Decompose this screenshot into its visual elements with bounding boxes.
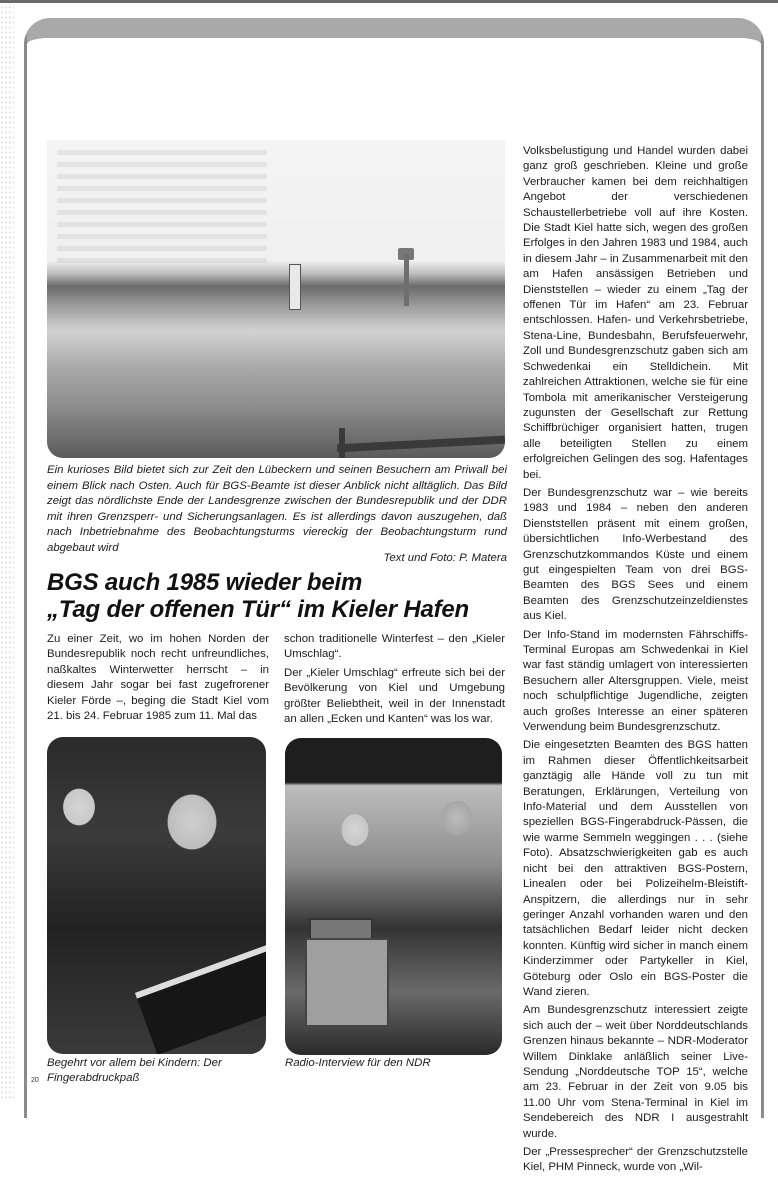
article-column-3 <box>523 144 748 1179</box>
headline-line-2: „Tag der offenen Tür“ im Kieler Hafen <box>47 596 470 623</box>
border-watchtower-photo <box>47 140 505 458</box>
paragraph: Am Bundesgrenzschutz interessiert zeigte sich auch der – weit über Norddeutschlands Grenzen hinaus bekannte – NDR-Moderator Willem Dinklake anläßlich seiner Live-Sendung „Norddeutsche TOP 15“, welche am 23. Februar in der Zeit von 9.05 bis 11.00 Uhr vom Stena-Terminal in Kiel im Sendebereich des NDR I ausgestrahlt wurde. <box>523 1004 748 1140</box>
photo-credit: Text und Foto: P. Matera <box>383 552 507 564</box>
scan-top-edge <box>0 0 778 3</box>
fingerprint-pass-photo <box>47 737 266 1054</box>
page-frame-inner <box>27 38 761 68</box>
paragraph: Der „Kieler Umschlag“ erfreute sich bei der Bevölkerung von Kiel und Umgebung größter Beliebtheit, weil in der Innenstadt an allen „Ecken und Kanten“ was los war. <box>284 666 505 726</box>
paragraph: Der „Pressesprecher“ der Grenzschutzstelle Kiel, PHM Pinneck, wurde von „Wil- <box>523 1146 748 1174</box>
top-photo-caption: Ein kurioses Bild bietet sich zur Zeit den Lübeckern und seinen Besuchern am Priwall bei einem Blick nach Osten. Auch für BGS-Beamte ist dieser Anblick nicht alltäglich. Das Bild zeigt das nördlichste Ende der Landesgrenze zwischen der Bundesrepublik und der DDR mit ihren Grenzsperr- und Sicherungsanlagen. Es ist allerdings davon auszugehen, daß nach Inbetriebnahme des Beobachtungsturms viereckig der Beobachtungsturm rund abgebaut wird <box>47 464 507 554</box>
round-watchtower <box>404 254 409 306</box>
show-through-text <box>57 150 267 270</box>
paragraph: schon traditionelle Winterfest – den „Kieler Umschlag“. <box>284 633 505 661</box>
desk <box>135 945 266 1054</box>
article-headline <box>47 569 517 623</box>
wooden-fence <box>337 436 505 453</box>
article-column-2 <box>284 632 505 730</box>
paragraph: Der Info-Stand im modernsten Fährschiffs-Terminal Europas am Schwedenkai in Kiel war fast ständig umlagert von interessierten Besuchern aller Altersgruppen. Viele, meist noch schulpflichtige Jugendliche, zeigten auch großes Interesse an einer späteren Verwendung beim Bundesgrenzschutz. <box>523 628 748 734</box>
right-photo-caption: Radio-Interview für den NDR <box>285 1057 431 1069</box>
paragraph: Die eingesetzten Beamten des BGS hatten im Rahmen dieser Öffentlichkeitsarbeit ganztägig alle Hände voll zu tun mit Beratungen, Erklärungen, Verteilung von Info-Material und dem Ausstellen von speziellen BGS-Fingerabdruck-Pässen, die wie warme Semmeln weggingen . . . (siehe Foto). Absatzschwierigkeiten gab es auch nicht bei den attraktiven BGS-Postern, Linealen oder bei Polizeihelm-Bleistift-Anspitzern, die allerdings nur in sehr geringer Anzahl vorhanden waren und den tatsächlichen Bedarf leider nicht decken konnten. Künftig wird sicher in manch einem Kinderzimmer oder Partykeller in Kiel, Göteburg oder Oslo ein BGS-Poster die Wand zieren. <box>523 739 748 998</box>
paragraph: Volksbelustigung und Handel wurden dabei ganz groß geschrieben. Kleine und große Verbraucher kamen bei dem reichhaltigen Angebot der verschiedenen Schaustellerbetriebe voll auf ihre Kosten. Die Stadt Kiel hatte sich, wegen des großen Erfolges in den Jahren 1983 und 1984, auch in diesem Jahr – in Zusammenarbeit mit den am Hafen ansässigen Betrieben und Dienststellen – wieder zu einem „Tag der offenen Tür im Hafen“ am 23. Februar entschlossen. Hafen- und Verkehrsbetriebe, Stena-Line, Bundesbahn, Berufsfeuerwehr, Zoll und Bundesgrenzschutz gaben sich am Schwedenkai ein Stelldichein. Mit zahlreichen Attraktionen, welche sie für eine Tombola mit amerikanischer Versteigerung zugunsten der Gesellschaft zur Rettung Schiffbrüchiger organisiert hatten, trugen alle beteiligten Stellen zu einem erfolgreichen Gelingen des sog. Hafentages bei. <box>523 145 748 481</box>
paragraph: Zu einer Zeit, wo im hohen Norden der Bundesrepublik noch recht unfreundliches, naßkaltes Winterwetter herrscht – in diesem Jahr sogar bei fast zugefrorener Kieler Förde –, beging die Stadt Kiel vom 21. bis 24. Februar 1985 zum 11. Mal das <box>47 633 269 723</box>
paragraph: Der Bundesgrenzschutz war – wie bereits 1983 und 1984 – neben den anderen Dienststellen präsent mit einem großen, übersichtlichen Info-Werbestand des Grenzschutzkommandos Küste und einem gut eingespielten Team von drei BGS-Beamten des BGS Sees und einem Beamten des Grenzschutzeinzeldienstes aus Kiel. <box>523 486 748 623</box>
scan-edge-speckle <box>0 0 14 1100</box>
headline-line-1: BGS auch 1985 wieder beim <box>47 569 363 596</box>
square-watchtower <box>289 264 301 310</box>
radio-equipment <box>305 938 389 1027</box>
article-column-1 <box>47 632 269 727</box>
page-number: 20 <box>31 1077 39 1084</box>
left-photo-caption: Begehrt vor allem bei Kindern: Der Fingerabdruckpaß <box>47 1057 222 1084</box>
radio-interview-photo <box>285 738 502 1055</box>
